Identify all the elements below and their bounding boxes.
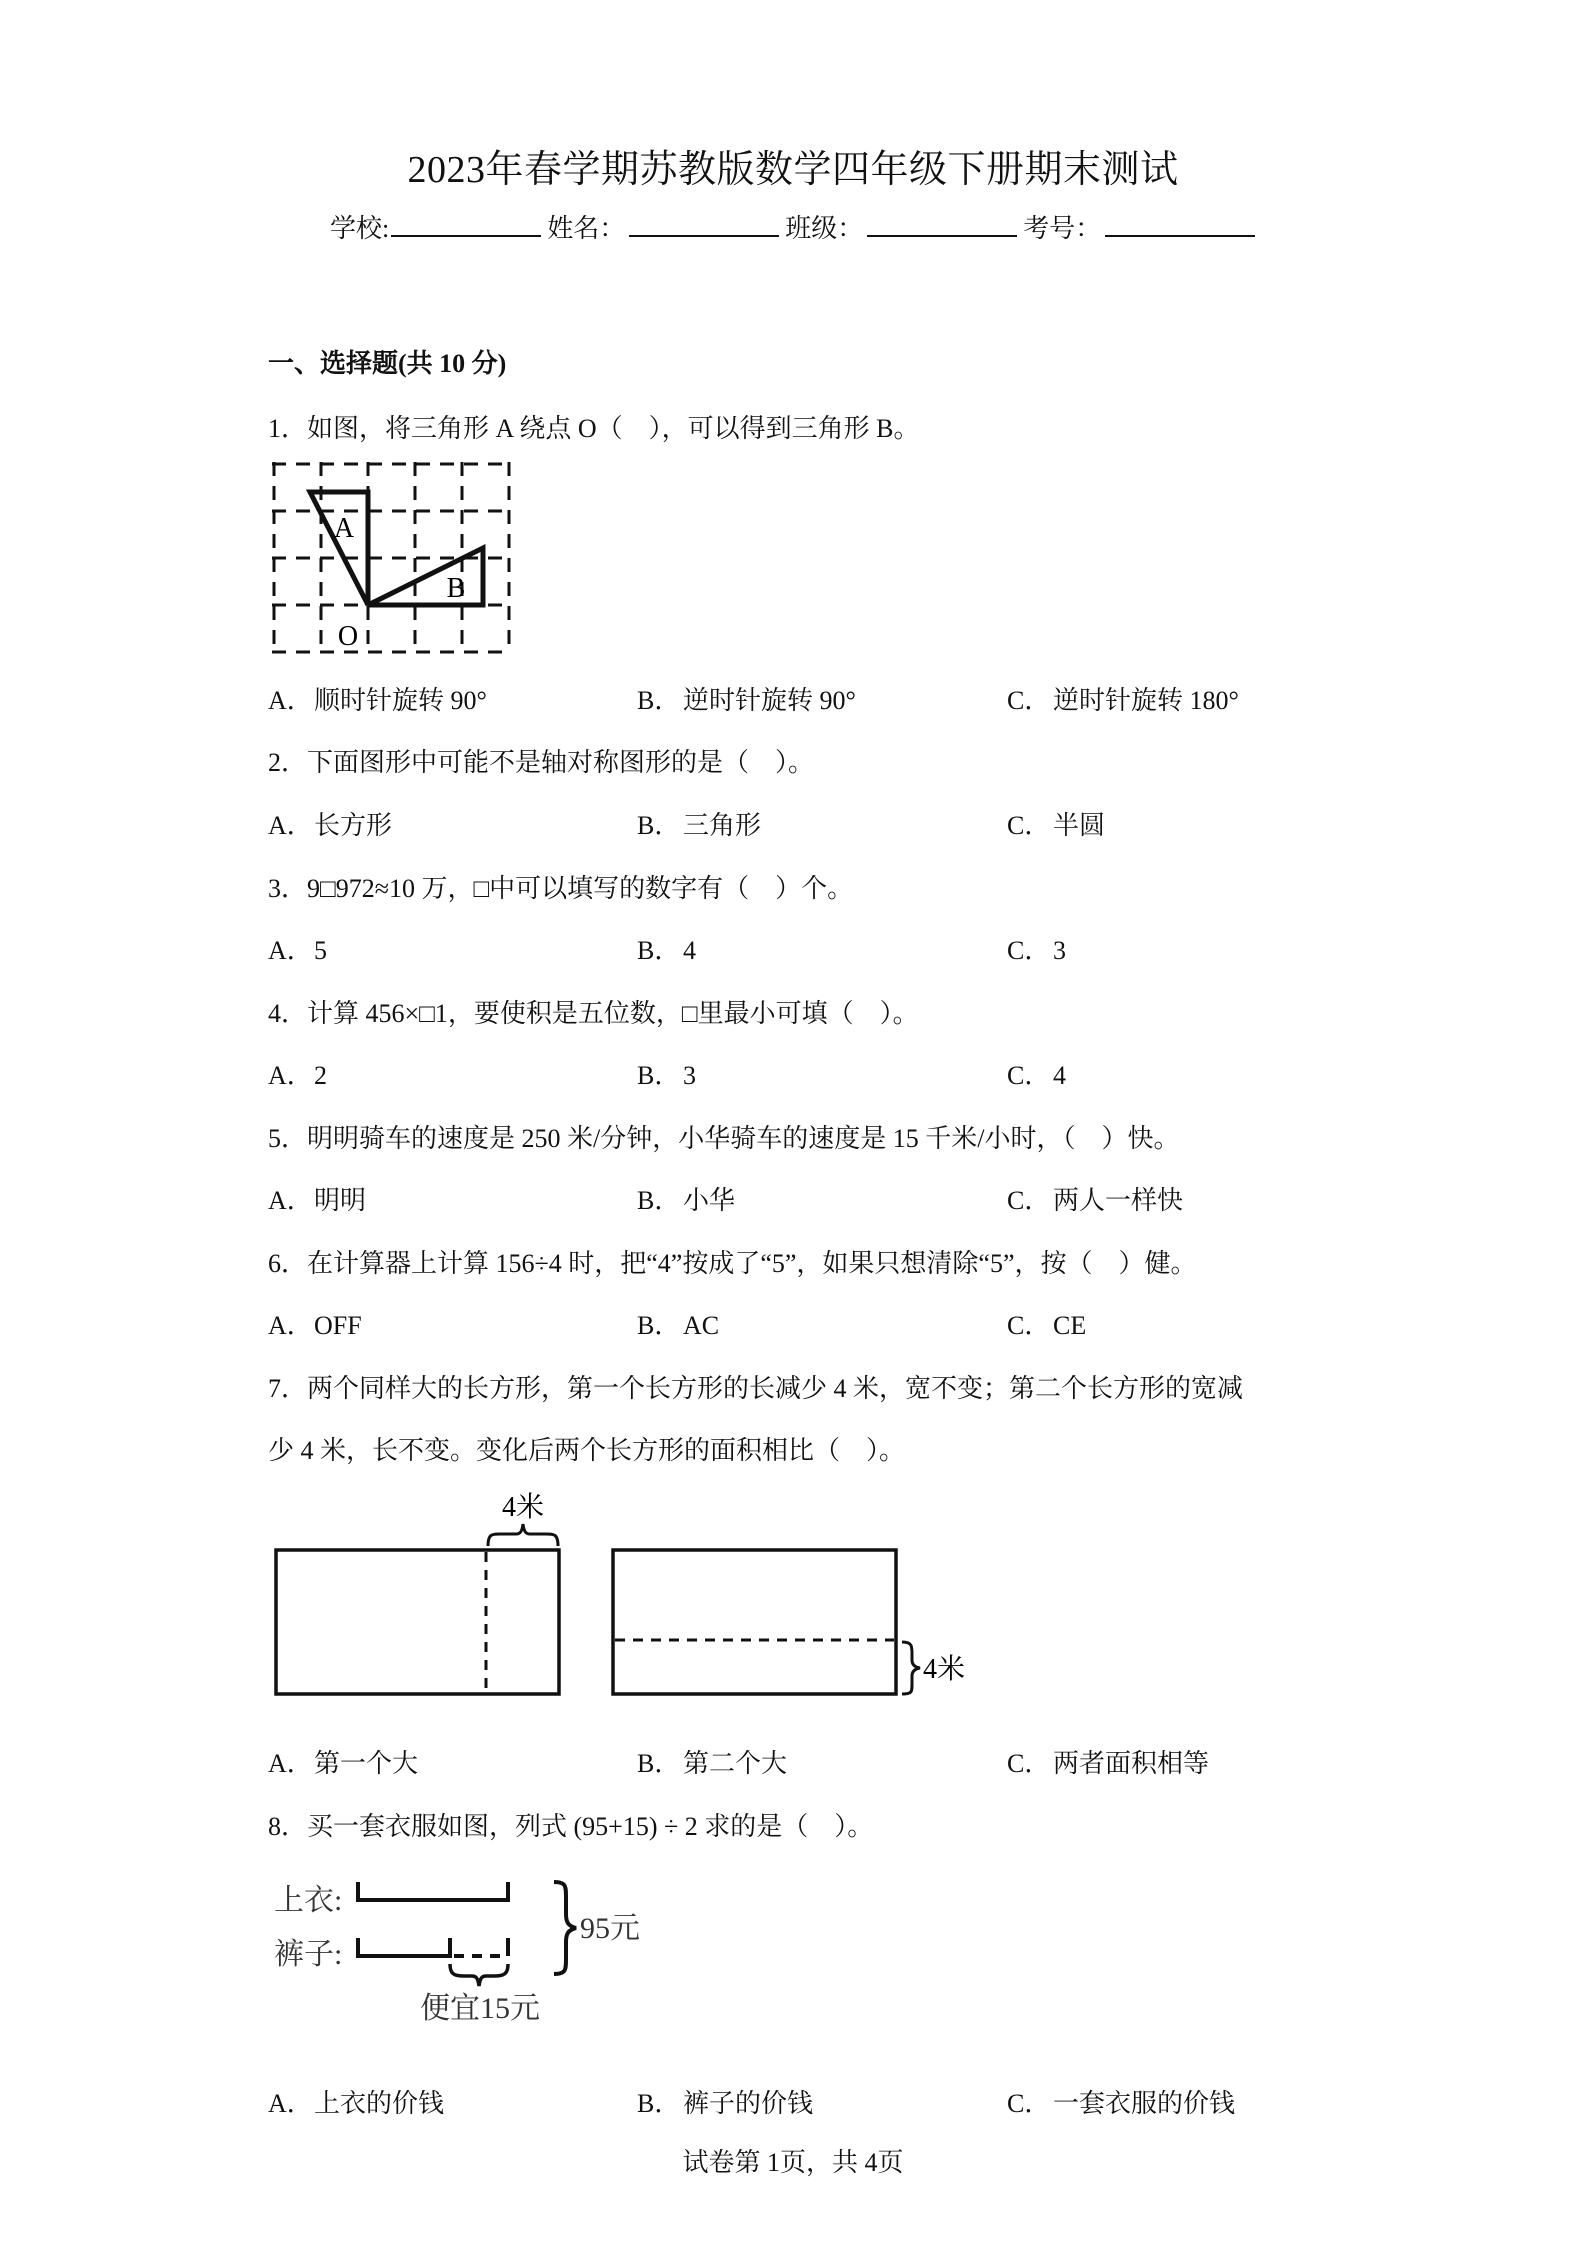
option-text: 上衣的价钱 <box>314 2089 445 2118</box>
total-brace <box>554 1882 576 1974</box>
pants-bar <box>358 1938 450 1956</box>
side-brace <box>902 1642 920 1694</box>
question-4-stem: 4．计算 456×□1，要使积是五位数，□里最小可填（ ）。 <box>268 999 919 1028</box>
option-label: B． <box>637 2089 681 2118</box>
option-text: 逆时针旋转 90° <box>683 686 856 715</box>
rectangle-2 <box>613 1550 896 1694</box>
option-text: CE <box>1053 1311 1087 1340</box>
label-b: B <box>446 573 466 604</box>
option-text: 4 <box>1053 1061 1066 1090</box>
option-label: B． <box>637 811 681 840</box>
q4-option-a[interactable] <box>268 1055 327 1092</box>
class-blank <box>867 213 1017 237</box>
section-title: 一、选择题(共 10 分) <box>268 349 507 378</box>
q4-option-b[interactable] <box>637 1055 696 1092</box>
discount-brace <box>450 1964 508 1986</box>
option-label: B． <box>637 1186 681 1215</box>
top-brace-label: 4米 <box>501 1492 545 1523</box>
option-label: B． <box>637 936 681 965</box>
option-label: C． <box>1007 1311 1051 1340</box>
question-3-stem: 3．9□972≈10 万，□中可以填写的数字有（ ）个。 <box>268 874 854 903</box>
option-text: 两者面积相等 <box>1053 1749 1210 1778</box>
q3-option-a[interactable] <box>268 930 327 967</box>
name-blank <box>629 213 779 237</box>
q2-option-a[interactable] <box>268 805 392 842</box>
option-text: 逆时针旋转 180° <box>1053 686 1239 715</box>
discount-label: 便宜15元 <box>420 1992 540 2025</box>
option-text: 3 <box>1053 936 1066 965</box>
rotation-grid-figure <box>268 458 518 664</box>
q4-option-c[interactable] <box>1007 1055 1066 1092</box>
option-text: 长方形 <box>314 811 393 840</box>
option-label: C． <box>1007 1749 1051 1778</box>
student-info-line <box>330 208 1261 245</box>
shirt-label: 上衣: <box>274 1884 343 1917</box>
option-text: 裤子的价钱 <box>683 2089 814 2118</box>
option-text: 5 <box>314 936 327 965</box>
top-brace <box>488 1524 558 1546</box>
option-label: A． <box>268 1749 313 1778</box>
option-text: 2 <box>314 1061 327 1090</box>
clothes-price-figure <box>268 1868 668 2048</box>
option-label: B． <box>637 686 681 715</box>
question-7-stem-line-1: 7．两个同样大的长方形，第一个长方形的长减少 4 米，宽不变；第二个长方形的宽减 <box>268 1374 1244 1403</box>
name-label: 姓名： <box>547 214 626 243</box>
option-text: 半圆 <box>1053 811 1106 840</box>
question-8-stem: 8．买一套衣服如图，列式 (95+15) ÷ 2 求的是（ ）。 <box>268 1812 874 1841</box>
option-label: C． <box>1007 686 1051 715</box>
school-label: 学校: <box>330 214 390 243</box>
rectangle-1 <box>276 1550 559 1694</box>
question-1-stem: 1．如图，将三角形 A 绕点 O（ ），可以得到三角形 B。 <box>268 414 920 443</box>
question-2-stem: 2．下面图形中可能不是轴对称图形的是（ ）。 <box>268 748 815 777</box>
q5-option-b[interactable] <box>637 1180 735 1217</box>
q1-option-a[interactable] <box>268 680 487 717</box>
option-label: A． <box>268 1186 313 1215</box>
option-text: 第二个大 <box>683 1749 788 1778</box>
option-label: C． <box>1007 811 1051 840</box>
option-label: C． <box>1007 1061 1051 1090</box>
option-text: AC <box>683 1311 720 1340</box>
shirt-bar <box>358 1882 508 1900</box>
q6-option-b[interactable] <box>637 1305 719 1342</box>
exam-number-label: 考号： <box>1023 214 1102 243</box>
q1-option-b[interactable] <box>637 680 856 717</box>
q7-option-b[interactable] <box>637 1743 787 1780</box>
option-text: OFF <box>314 1311 362 1340</box>
question-5-stem: 5．明明骑车的速度是 250 米/分钟，小华骑车的速度是 15 千米/小时，（ ）快。 <box>268 1124 1180 1153</box>
q7-option-a[interactable] <box>268 1743 418 1780</box>
option-text: 三角形 <box>683 811 762 840</box>
q8-option-c[interactable] <box>1007 2083 1235 2120</box>
rectangles-figure <box>268 1488 1008 1720</box>
option-label: C． <box>1007 2089 1051 2118</box>
side-brace-label: 4米 <box>923 1654 966 1685</box>
option-text: 顺时针旋转 90° <box>314 686 487 715</box>
option-label: C． <box>1007 936 1051 965</box>
option-label: A． <box>268 811 313 840</box>
option-text: 4 <box>683 936 696 965</box>
page-footer: 试卷第 1页，共 4页 <box>682 2148 904 2177</box>
option-text: 第一个大 <box>314 1749 419 1778</box>
option-text: 一套衣服的价钱 <box>1053 2089 1236 2118</box>
option-label: A． <box>268 686 313 715</box>
option-label: B． <box>637 1061 681 1090</box>
question-7-stem-line-2: 少 4 米，长不变。变化后两个长方形的面积相比（ ）。 <box>268 1436 906 1465</box>
class-label: 班级： <box>785 214 864 243</box>
q7-option-c[interactable] <box>1007 1743 1209 1780</box>
option-text: 3 <box>683 1061 696 1090</box>
exam-title: 2023年春学期苏教版数学四年级下册期末测试 <box>407 149 1179 191</box>
q1-option-c[interactable] <box>1007 680 1239 717</box>
q5-option-c[interactable] <box>1007 1180 1183 1217</box>
question-6-stem: 6．在计算器上计算 156÷4 时，把“4”按成了“5”，如果只想清除“5”，按（ ）健。 <box>268 1249 1197 1278</box>
q8-option-b[interactable] <box>637 2083 813 2120</box>
option-label: A． <box>268 2089 313 2118</box>
q2-option-c[interactable] <box>1007 805 1105 842</box>
q6-option-a[interactable] <box>268 1305 362 1342</box>
q5-option-a[interactable] <box>268 1180 366 1217</box>
option-label: A． <box>268 936 313 965</box>
label-o: O <box>337 621 359 652</box>
exam-number-blank <box>1105 213 1255 237</box>
total-label: 95元 <box>580 1912 640 1945</box>
q3-option-b[interactable] <box>637 930 696 967</box>
option-text: 两人一样快 <box>1053 1186 1184 1215</box>
option-text: 小华 <box>683 1186 736 1215</box>
option-label: C． <box>1007 1186 1051 1215</box>
label-a: A <box>333 513 355 544</box>
option-text: 明明 <box>314 1186 367 1215</box>
option-label: B． <box>637 1749 681 1778</box>
pants-label: 裤子: <box>274 1938 343 1971</box>
q6-option-c[interactable] <box>1007 1305 1086 1342</box>
q3-option-c[interactable] <box>1007 930 1066 967</box>
option-label: A． <box>268 1311 313 1340</box>
option-label: B． <box>637 1311 681 1340</box>
q2-option-b[interactable] <box>637 805 761 842</box>
triangle-a <box>310 492 368 605</box>
school-blank <box>391 213 541 237</box>
option-label: A． <box>268 1061 313 1090</box>
q8-option-a[interactable] <box>268 2083 444 2120</box>
